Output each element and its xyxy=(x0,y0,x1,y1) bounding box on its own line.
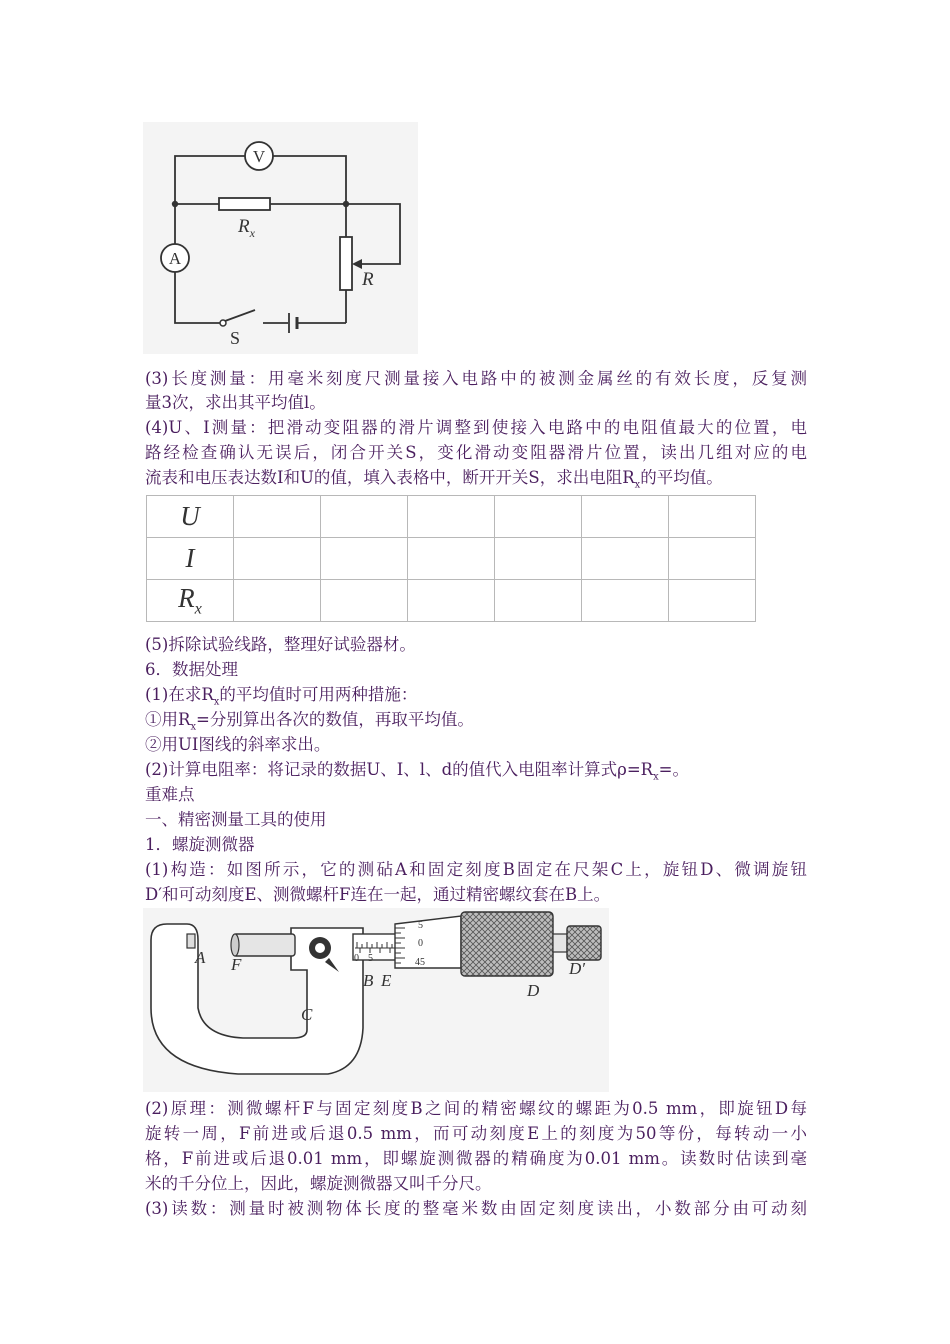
switch-contact xyxy=(220,320,226,326)
para-3-line-1: (3)长度测量：用毫米刻度尺测量接入电路中的被测金属丝的有效长度，反复测 xyxy=(145,369,807,388)
construction-line-2: D′和可动刻度E、测微螺杆F连在一起，通过精密螺纹套在B上。 xyxy=(145,885,611,904)
ratchet-d-prime xyxy=(567,926,601,960)
row-label-u: U xyxy=(147,496,234,538)
thimble-scale-45: 45 xyxy=(415,957,425,968)
thimble-scale-0: 0 xyxy=(418,938,423,949)
construction-line-1: (1)构造：如图所示，它的测砧A和固定刻度B固定在尺架C上，旋钮D、微调旋钮 xyxy=(145,860,807,879)
label-e: E xyxy=(381,971,392,990)
row-label-i: I xyxy=(147,538,234,580)
principle-line-2: 旋转一周，F前进或后退0.5 mm，而可动刻度E上的刻度为50等份，每转动一小 xyxy=(145,1124,807,1143)
label-a: A xyxy=(195,948,206,967)
anvil-a xyxy=(187,934,195,948)
switch-label: S xyxy=(230,328,241,348)
para-4-line-3: 流表和电压表达数I和U的值，填入表格中，断开开关S，求出电阻$R_x$的平均值。 xyxy=(145,468,723,491)
table-row xyxy=(147,538,756,580)
principle-line-3: 格，F前进或后退0.01 mm，即螺旋测微器的精确度为0.01 mm。读数时估读到毫 xyxy=(145,1149,807,1168)
label-b: B xyxy=(363,971,374,990)
rx-label: $R_x$ xyxy=(238,216,255,240)
label-d-prime: D′ xyxy=(569,959,585,978)
ammeter-label: A xyxy=(168,249,182,268)
principle-line-4: 米的千分位上，因此，螺旋测微器又叫千分尺。 xyxy=(145,1174,492,1193)
reading-line-1: (3)读数：测量时被测物体长度的整毫米数由固定刻度读出，小数部分由可动刻 xyxy=(145,1199,807,1218)
sleeve-scale-5: 5 xyxy=(368,953,373,964)
principle-line-1: (2)原理：测微螺杆F与固定刻度B之间的精密螺纹的螺距为0.5 mm，即旋钮D每 xyxy=(145,1099,807,1118)
para-3-line-2: 量3次，求出其平均值l。 xyxy=(145,393,326,412)
para-4-line-1: (4)U、I测量：把滑动变阻器的滑片调整到使接入电路中的电阻值最大的位置，电 xyxy=(145,418,807,437)
label-d: D xyxy=(527,981,540,1000)
section-6-1-i: ①用$R_x=$分别算出各次的数值，再取平均值。 xyxy=(145,710,474,733)
label-f: F xyxy=(231,955,242,974)
key-points-heading: 重难点 xyxy=(145,785,195,804)
para-4-line-2: 路经检查确认无误后，闭合开关S，变化滑动变阻器滑片位置，读出几组对应的电 xyxy=(145,443,807,462)
table-row xyxy=(147,580,756,622)
section-6-heading: 6．数据处理 xyxy=(145,660,238,679)
table-row xyxy=(147,496,756,538)
thimble-scale-5: 5 xyxy=(418,920,423,931)
resistor-rx-symbol xyxy=(219,198,270,210)
spindle-f xyxy=(233,934,295,956)
junction-left xyxy=(172,201,178,207)
thimble-e xyxy=(395,916,461,968)
row-label-rx: $R_x$ xyxy=(147,580,234,622)
sleeve-scale-0: 0 xyxy=(354,953,359,964)
para-5: (5)拆除试验线路，整理好试验器材。 xyxy=(145,635,416,654)
measurement-table xyxy=(146,495,756,622)
micrometer-diagram xyxy=(143,908,609,1092)
section-6-1: (1)在求$R_x$的平均值时可用两种措施： xyxy=(145,685,418,708)
ratchet-neck xyxy=(553,934,567,952)
circuit-diagram xyxy=(143,122,418,354)
section-6-2: (2)计算电阻率：将记录的数据U、I、l、d的值代入电阻率计算式$\rho=R_x=$。 xyxy=(145,760,689,783)
rheostat-symbol xyxy=(340,237,352,290)
part-1-heading: 一、精密测量工具的使用 xyxy=(145,810,327,829)
voltmeter-label: V xyxy=(252,147,266,166)
section-6-1-ii: ②用UI图线的斜率求出。 xyxy=(145,735,331,754)
label-c: C xyxy=(301,1005,313,1024)
rheostat-label: R xyxy=(362,269,374,290)
knob-d xyxy=(461,912,553,976)
item-1-heading: 1．螺旋测微器 xyxy=(145,835,255,854)
junction-right xyxy=(343,201,349,207)
